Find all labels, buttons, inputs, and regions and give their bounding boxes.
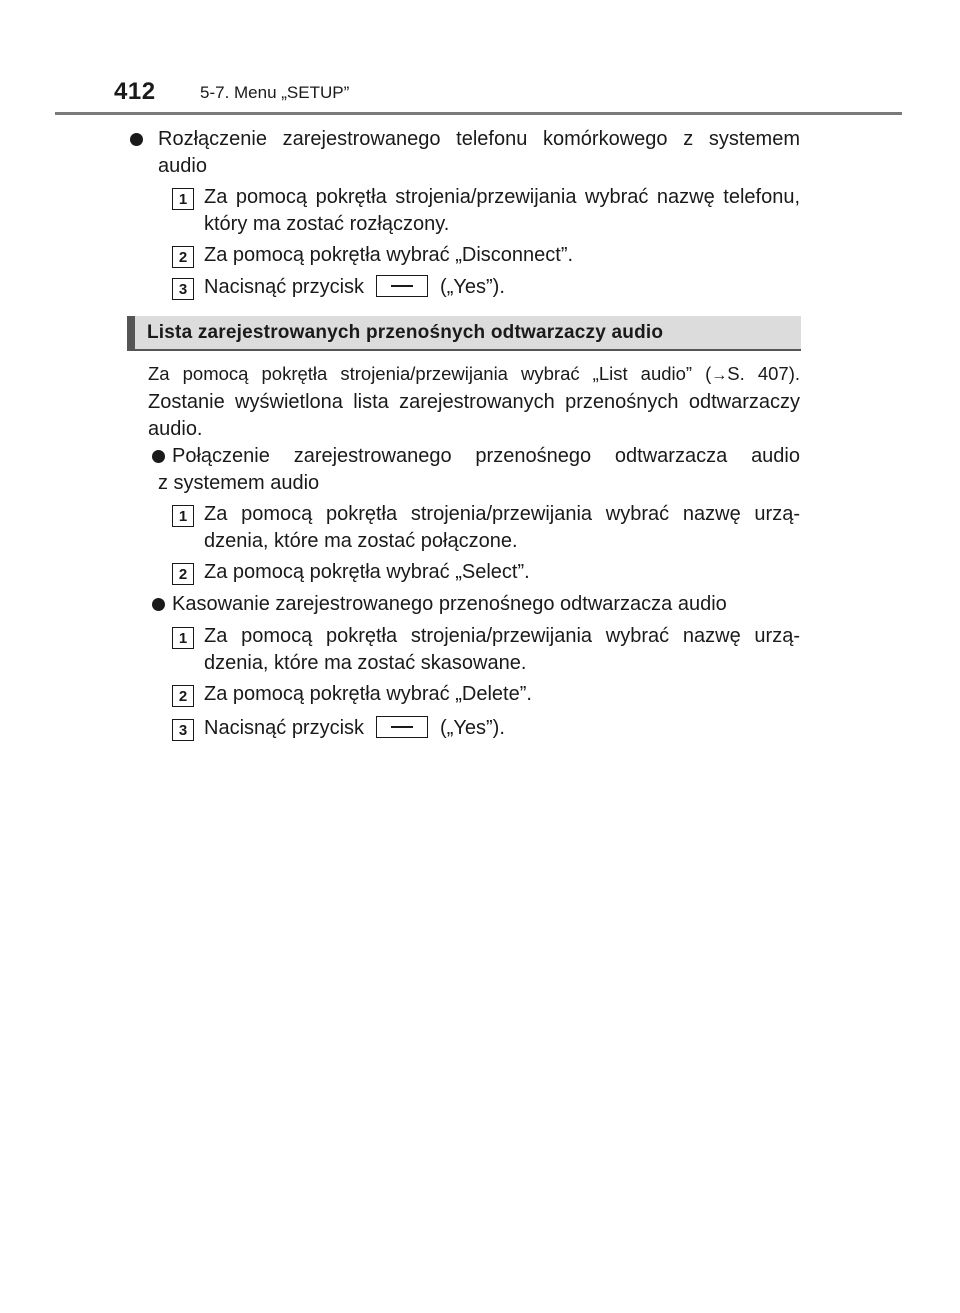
bullet-icon bbox=[152, 598, 165, 611]
bullet-icon bbox=[130, 133, 143, 146]
step-text: Za pomocą pokrętła strojenia/przewijania wybrać nazwę urzą- bbox=[204, 503, 800, 525]
bullet-icon bbox=[152, 450, 165, 463]
bullet-delete-line1: Kasowanie zarejestrowanego przenośnego odtwarzacza audio bbox=[172, 593, 727, 615]
step-number-badge: 2 bbox=[172, 563, 194, 585]
step-text: który ma zostać rozłączony. bbox=[204, 213, 450, 235]
bullet-connect-line1: Połączenie zarejestrowanego przenośnego odtwarzacza audio bbox=[172, 445, 800, 467]
header-divider bbox=[55, 112, 902, 115]
step-number-badge: 2 bbox=[172, 685, 194, 707]
step-text: Za pomocą pokrętła wybrać „Delete”. bbox=[204, 683, 532, 705]
bullet-connect-line2: z systemem audio bbox=[158, 472, 320, 494]
arrow-right-icon: → bbox=[711, 367, 728, 384]
step-text: Za pomocą pokrętła strojenia/przewijania wybrać nazwę urzą- bbox=[204, 625, 800, 647]
intro-line: audio. bbox=[148, 418, 203, 440]
page-header bbox=[80, 78, 902, 108]
section-heading bbox=[127, 316, 801, 350]
step-text: dzenia, które ma zostać połączone. bbox=[204, 530, 518, 552]
heading-divider bbox=[127, 349, 801, 351]
step-number-badge: 1 bbox=[172, 188, 194, 210]
intro-line: Za pomocą pokrętła strojenia/przewijania wybrać „List audio” (→S. 407). bbox=[148, 363, 800, 384]
step-text: Za pomocą pokrętła wybrać „Disconnect”. bbox=[204, 244, 574, 266]
step-number-badge: 3 bbox=[172, 719, 194, 741]
step-text-post: („Yes”). bbox=[440, 276, 505, 298]
step-text: Za pomocą pokrętła wybrać „Select”. bbox=[204, 561, 530, 583]
bullet-disconnect-line1: Rozłączenie zarejestrowanego telefonu komórkowego z systemem bbox=[158, 128, 800, 150]
step-number-badge: 1 bbox=[172, 505, 194, 527]
intro-line: Zostanie wyświetlona lista zarejestrowanych przenośnych odtwarzaczy bbox=[148, 391, 800, 413]
step-number-badge: 3 bbox=[172, 278, 194, 300]
step-number-badge: 1 bbox=[172, 627, 194, 649]
section-heading-text: Lista zarejestrowanych przenośnych odtwarzaczy audio bbox=[147, 322, 664, 343]
section-title: 5-7. Menu „SETUP” bbox=[200, 83, 350, 102]
step-text: dzenia, które ma zostać skasowane. bbox=[204, 652, 527, 674]
step-text bbox=[204, 715, 505, 742]
bullet-disconnect-line2: audio bbox=[158, 155, 207, 177]
step-text bbox=[204, 274, 505, 301]
step-text: Za pomocą pokrętła strojenia/przewijania wybrać nazwę telefonu, bbox=[204, 186, 800, 208]
step-text-pre: Nacisnąć przycisk bbox=[204, 276, 365, 298]
intro-paragraph bbox=[148, 360, 800, 443]
dash-key-icon bbox=[376, 716, 428, 738]
dash-key-icon bbox=[376, 275, 428, 297]
page-number: 412 bbox=[114, 78, 156, 105]
step-text-post: („Yes”). bbox=[440, 717, 505, 739]
step-text-pre: Nacisnąć przycisk bbox=[204, 717, 365, 739]
step-number-badge: 2 bbox=[172, 246, 194, 268]
